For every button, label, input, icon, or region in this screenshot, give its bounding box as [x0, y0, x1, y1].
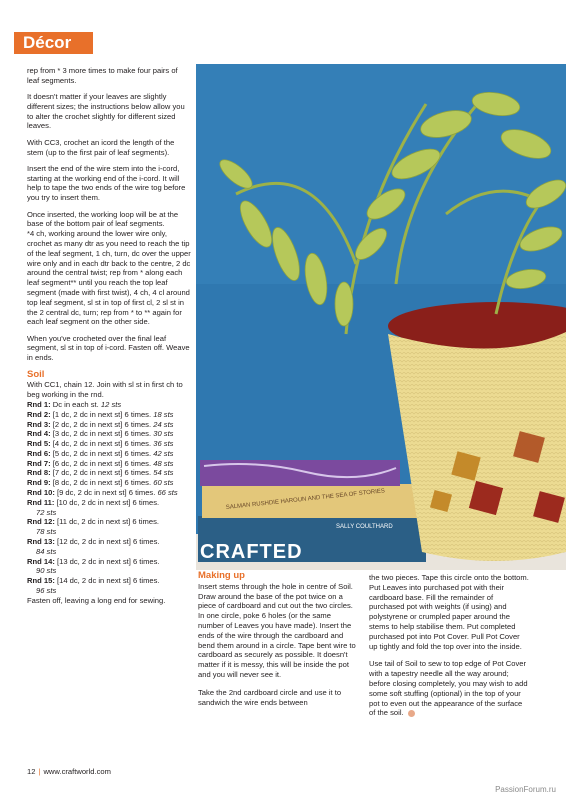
section-tag: Décor — [14, 32, 93, 54]
round-text: [11 dc, 2 dc in next st] 6 times. — [56, 517, 159, 527]
round-label: Rnd 4: — [27, 429, 51, 439]
round-label: Rnd 15: — [27, 576, 55, 586]
round-label: Rnd 9: — [27, 478, 51, 488]
round-row — [27, 400, 191, 410]
paragraph: Insert stems through the hole in centre of Soil. Draw around the base of the pot twice on a piece of cardboard and cut out the two circles. In one circle, poke 6 holes (or the same number of Leaves you have made). Insert the ends of the wire through the cardboard and bend them around in a circle. Tape bent wire to cardboard as securely as possible. It doesn't matter if it is messy, this will be inside the pot and you will never see it. — [198, 581, 356, 679]
round-row — [27, 420, 191, 430]
page-number: 12 — [27, 767, 36, 776]
round-row — [27, 488, 191, 498]
round-label: Rnd 11: — [27, 497, 55, 507]
round-label: Rnd 12: — [27, 517, 55, 527]
round-count: 12 sts — [100, 399, 122, 409]
making-up-column-1 — [198, 571, 356, 715]
book-title: CRAFTED — [200, 541, 303, 563]
round-label: Rnd 13: — [27, 537, 55, 547]
round-row — [27, 498, 191, 508]
paragraph — [369, 659, 529, 718]
book-author: SALLY COULTHARD — [336, 524, 393, 530]
paragraph: Take the 2nd cardboard circle and use it to sandwich the wire ends between — [198, 687, 342, 707]
round-label: Rnd 6: — [27, 448, 51, 458]
round-row — [27, 557, 191, 567]
soil-heading: Soil — [27, 368, 45, 380]
paragraph: It doesn't matter if your leaves are slightly different sizes; the instructions below allow you to alter the crochet slightly for different sized leaves. — [27, 92, 185, 131]
round-row — [27, 429, 191, 439]
round-row — [27, 459, 191, 469]
round-count: 36 sts — [153, 439, 174, 449]
round-count: 30 sts — [153, 429, 174, 439]
round-count: 24 sts — [153, 419, 174, 429]
making-up-heading: Making up — [198, 570, 245, 581]
soil-outro: Fasten off, leaving a long end for sewing. — [27, 595, 166, 605]
round-label: Rnd 10: — [27, 488, 55, 498]
paragraph: the two pieces. Tape this circle onto the bottom. Put Leaves into purchased pot with their cardboard base. Fill the remainder of purchased pot with weights (if using) and polystyrene or crumpled paper around the stems to help stabilise them. Put completed purchased pot into Pot Cover. Pull Pot Cover up tightly and fold the top over into the inside. — [369, 573, 529, 651]
round-text: [12 dc, 2 dc in next st] 6 times. — [56, 537, 160, 547]
round-row — [27, 439, 191, 449]
round-row — [27, 410, 191, 420]
page-footer: 12 | www.craftworld.com — [27, 767, 111, 776]
round-text: [5 dc, 2 dc in next st] 6 times. — [52, 448, 152, 458]
round-count: 54 sts — [153, 468, 174, 478]
round-label: Rnd 1: — [27, 399, 51, 409]
round-list — [27, 400, 191, 596]
end-mark-icon — [408, 710, 415, 717]
round-row — [27, 576, 191, 586]
round-count: 84 sts — [36, 546, 57, 556]
paragraph: When you've crocheted over the final leaf segment, sl st in top of i-cord. Fasten off. Weave in ends. — [27, 333, 190, 363]
soil-intro: With CC1, chain 12. Join with sl st in first ch to beg working in the rnd. — [27, 380, 183, 400]
round-label: Rnd 8: — [27, 468, 51, 478]
round-count: 18 sts — [153, 409, 174, 419]
watermark: PassionForum.ru — [495, 785, 556, 794]
book-spine-title: SALMAN RUSHDIE HAROUN AND THE SEA OF STORIES — [225, 488, 386, 511]
round-text: [3 dc, 2 dc in next st] 6 times. — [52, 429, 152, 439]
round-count: 60 sts — [153, 478, 174, 488]
round-row — [27, 517, 191, 527]
paragraph: With CC3, crochet an icord the length of the stem (up to the first pair of leaf segments). — [27, 137, 175, 157]
footer-url[interactable]: www.craftworld.com — [43, 767, 111, 776]
making-up-column-2 — [369, 573, 529, 726]
round-text: [7 dc, 2 dc in next st] 6 times. — [52, 468, 152, 478]
paragraph-text: Use tail of Soil to sew to top edge of Pot Cover with a tapestry needle all the way around; before closing completely, you may wish to add some soft stuffing (optional) in the top of your pot to even out the appearance of the surface of the soil. — [369, 659, 528, 718]
left-column — [27, 66, 191, 606]
round-row — [27, 449, 191, 459]
hero-photo — [196, 64, 566, 570]
round-row — [27, 478, 191, 488]
round-count: 78 sts — [36, 527, 57, 537]
round-label: Rnd 7: — [27, 458, 51, 468]
paragraph: Once inserted, the working loop will be at the base of the bottom pair of leaf segments. *4 ch, working around the lower wire only, crochet as many dtr as you need to reach the tip of the leaf segment, 1 ch, turn, dc over the upper wire only and in each dtr back to the centre, 2 dc around the central twist; rep from * along each leaf segment** until you reach the top leaf segment (made with first twist), 4 ch, 4 cl around top leaf segment, sl st in top of first cl, 2 sl st in the 2 central dc, turn; rep from * to ** again for each leaf segment on the other side. — [27, 209, 191, 327]
round-count: 90 sts — [36, 566, 57, 576]
round-text: [1 dc, 2 dc in next st] 6 times. — [52, 409, 152, 419]
paragraph: rep from * 3 more times to make four pairs of leaf segments. — [27, 66, 178, 85]
paragraph: Insert the end of the wire stem into the i-cord, starting at the working end of the i-cord. It will help to tape the two ends of the wire tog before you try to insert them. — [27, 163, 186, 203]
round-label: Rnd 14: — [27, 556, 55, 566]
round-count: 42 sts — [153, 448, 174, 458]
round-count: 48 sts — [153, 458, 174, 468]
round-text: [9 dc, 2 dc in next st] 6 times. — [56, 488, 156, 498]
round-text: [14 dc, 2 dc in next st] 6 times. — [56, 576, 160, 586]
round-text: [2 dc, 2 dc in next st] 6 times. — [52, 419, 152, 429]
round-count: 72 sts — [36, 507, 57, 517]
round-count: 96 sts — [36, 586, 57, 596]
round-row — [27, 468, 191, 478]
round-text: [6 dc, 2 dc in next st] 6 times. — [52, 458, 152, 468]
round-text: [8 dc, 2 dc in next st] 6 times. — [52, 478, 152, 488]
round-label: Rnd 3: — [27, 419, 51, 429]
round-text: [10 dc, 2 dc in next st] 6 times. — [56, 497, 160, 507]
round-row — [27, 537, 191, 547]
round-text: [13 dc, 2 dc in next st] 6 times. — [56, 556, 160, 566]
round-label: Rnd 2: — [27, 409, 51, 419]
round-text: Dc in each st. — [52, 399, 99, 409]
round-text: [4 dc, 2 dc in next st] 6 times. — [52, 439, 152, 449]
round-count: 66 sts — [157, 488, 178, 498]
book-stack — [198, 460, 426, 563]
round-label: Rnd 5: — [27, 439, 51, 449]
